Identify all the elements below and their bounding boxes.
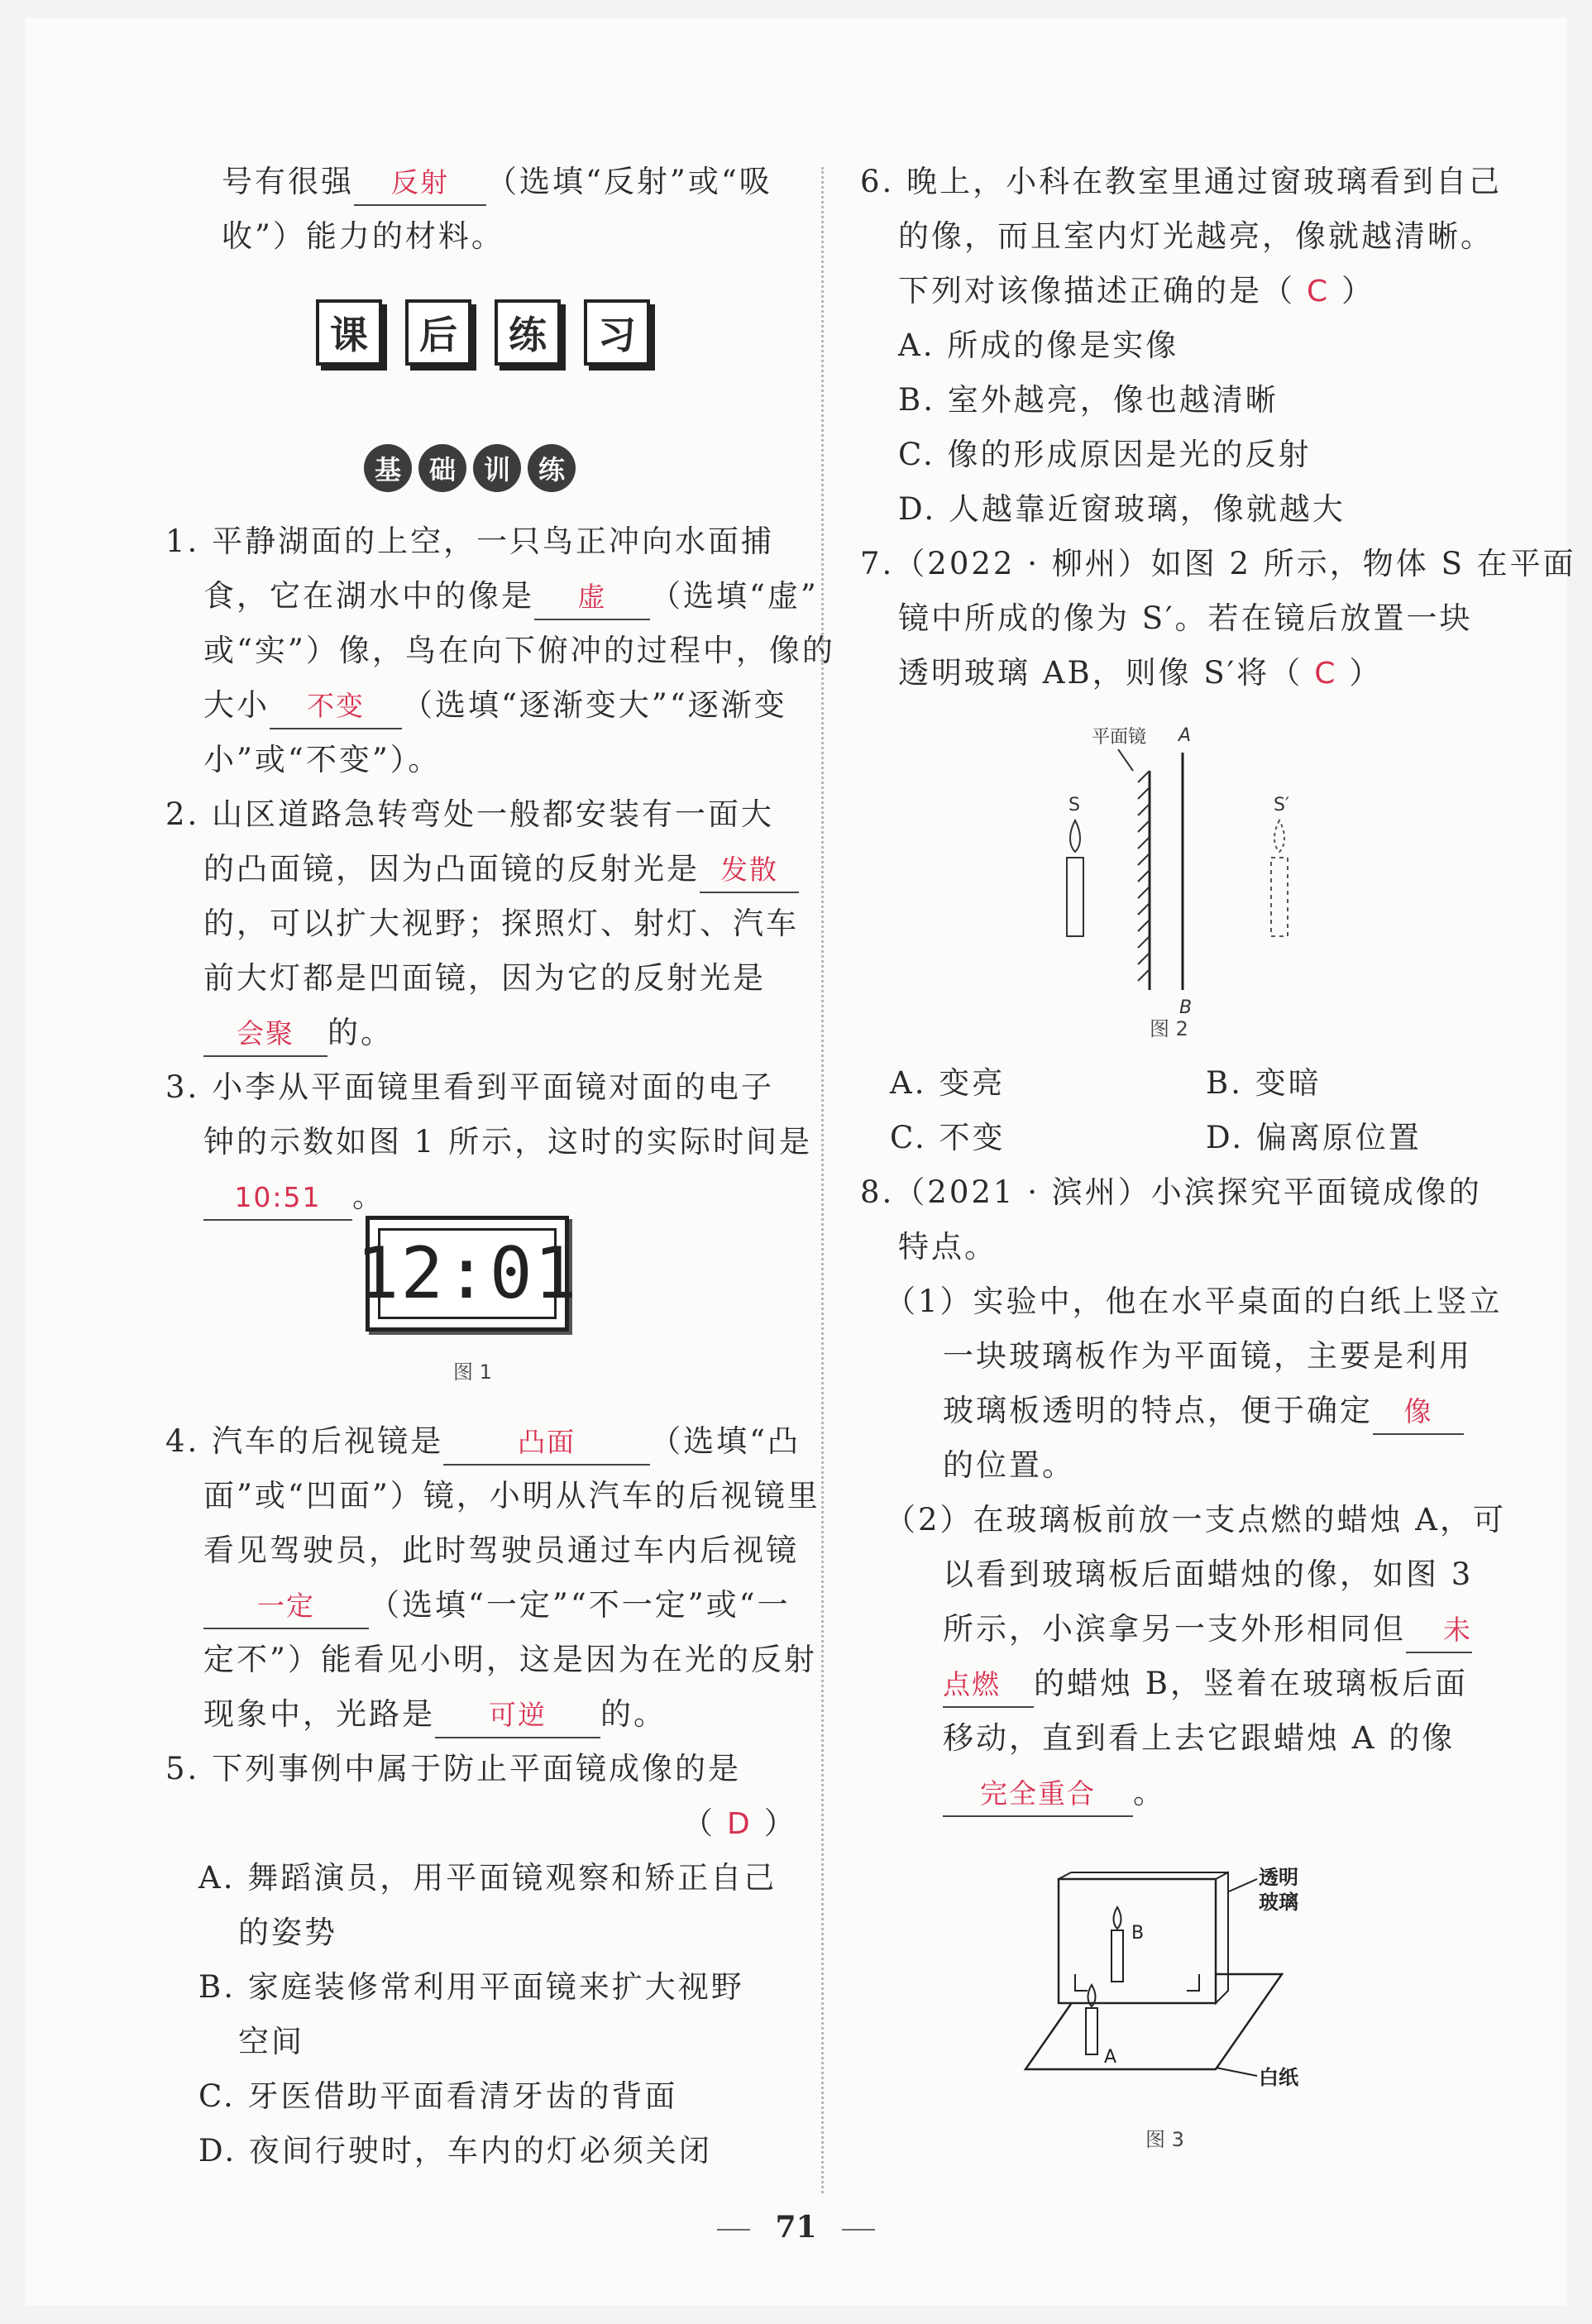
label-B: B [1131, 1923, 1145, 1944]
answer-blank: 可逆 [435, 1694, 600, 1738]
text-line: 小”或“不变”）。 [203, 742, 442, 777]
answer-blank: 10:51 [203, 1176, 352, 1221]
column-divider [821, 167, 824, 2193]
mirror-label: 平面镜 [1092, 727, 1147, 748]
label-S: S [1069, 795, 1080, 815]
option-c: C. 牙医借助平面看清牙齿的背面 [198, 2078, 678, 2114]
option-c: C. 像的形成原因是光的反射 [898, 437, 1312, 472]
candle-icon [1067, 820, 1083, 936]
option-b: B. 家庭装修常利用平面镜来扩大视野 [198, 1969, 744, 2005]
option-d: D. 偏离原位置 [1206, 1120, 1422, 1155]
text-line: 的像，而且室内灯光越亮，像就越清晰。 [898, 218, 1494, 254]
text-line: 点燃 的蜡烛 B，竖着在玻璃板后面 [943, 1657, 1468, 1711]
answer-blank: 凸面 [443, 1421, 650, 1466]
answer-paren: （ D ） [682, 1805, 797, 1841]
paper-label: 白纸 [1259, 2066, 1298, 2089]
answer-blank: 点燃 [943, 1663, 1034, 1708]
section-title-char: 课 [316, 299, 382, 366]
answer-blank: 虚 [534, 576, 650, 620]
answer-paren: C [1307, 275, 1331, 308]
text-line: 一块玻璃板作为平面镜，主要是利用 [943, 1338, 1472, 1374]
text-line: 收”）能力的材料。 [222, 218, 504, 254]
answer-blank: 发散 [700, 849, 799, 893]
option-b: B. 室外越亮，像也越清晰 [898, 382, 1279, 418]
text-line: 一定 （选填“一定”“不一定”或“一 [203, 1578, 791, 1633]
option-b: B. 变暗 [1206, 1065, 1322, 1101]
figure-2-caption: 图 2 [1150, 1017, 1188, 1040]
answer-blank: 未 [1406, 1609, 1472, 1653]
option-a: A. 舞蹈演员，用平面镜观察和矫正自己 [198, 1860, 777, 1896]
sub-title-char: 基 [364, 444, 412, 492]
section-title-char: 练 [495, 299, 561, 366]
text-line: 空间 [238, 2024, 304, 2059]
answer-blank: 反射 [354, 161, 486, 206]
label-B: B [1179, 997, 1193, 1018]
glass-label: 透明 [1259, 1866, 1298, 1889]
text-line: 食，它在湖水中的像是 虚 （选填“虚” [203, 569, 819, 624]
text-line: 透明玻璃 AB，则像 S′将（ C ） [898, 655, 1383, 691]
label-S-image: S′ [1274, 795, 1289, 815]
text-line: 的位置。 [943, 1447, 1075, 1483]
text-line: 移动，直到看上去它跟蜡烛 A 的像 [943, 1720, 1456, 1756]
answer-blank: 像 [1373, 1390, 1464, 1435]
label-A: A [1178, 725, 1192, 746]
sub-title-char: 练 [528, 444, 576, 492]
text-line: 号有很强 反射 （选填“反射”或“吸 [222, 155, 772, 209]
section-title-char: 后 [405, 299, 471, 366]
text-line: 镜中所成的像为 S′。若在镜后放置一块 [898, 600, 1473, 636]
option-a: A. 所成的像是实像 [898, 328, 1179, 363]
text-line: 以看到玻璃板后面蜡烛的像，如图 3 [943, 1557, 1474, 1592]
text-line: 或“实”）像，鸟在向下俯冲的过程中，像的 [203, 633, 835, 668]
text-line: 定不”）能看见小明，这是因为在光的反射 [203, 1642, 817, 1677]
text-line: 面”或“凹面”）镜，小明从汽车的后视镜里 [203, 1478, 820, 1513]
label-A: A [1104, 2047, 1117, 2068]
text-line: 玻璃板透明的特点，便于确定 像 [943, 1384, 1464, 1438]
question-8: 8.（2021 · 滨州）小滨探究平面镜成像的 [860, 1174, 1482, 1210]
candle-image-icon [1271, 820, 1288, 936]
question-7: 7.（2022 · 柳州）如图 2 所示，物体 S 在平面 [860, 546, 1576, 581]
section-title [316, 299, 650, 366]
answer-blank: 会聚 [203, 1012, 327, 1057]
text-line: 下列对该像描述正确的是（ C ） [898, 273, 1375, 308]
text-line: 前大灯都是凹面镜，因为它的反射光是 [203, 960, 766, 996]
clock-display: 12:01 [378, 1228, 557, 1319]
question-6: 6. 晚上，小科在教室里通过窗玻璃看到自己 [860, 164, 1503, 199]
text-line: 的，可以扩大视野；探照灯、射灯、汽车 [203, 906, 799, 941]
sub-title-char: 训 [473, 444, 521, 492]
text-line: 现象中，光路是 可逆 的。 [203, 1687, 667, 1742]
text-line: 特点。 [898, 1229, 997, 1265]
sub-title-char: 础 [418, 444, 466, 492]
option-a: A. 变亮 [890, 1065, 1006, 1101]
text-line: 的姿势 [238, 1915, 337, 1950]
question-5: 5. 下列事例中属于防止平面镜成像的是 [165, 1751, 742, 1786]
text-line: 会聚 的。 [203, 1006, 394, 1060]
question-3: 3. 小李从平面镜里看到平面镜对面的电子 [165, 1069, 775, 1105]
figure-2-mirror-diagram [1025, 713, 1307, 1019]
glass-label: 玻璃 [1259, 1891, 1298, 1914]
text-line: 看见驾驶员，此时驾驶员通过车内后视镜 [203, 1533, 799, 1568]
figure-3-experiment-diagram [1009, 1854, 1373, 2094]
text-line: 的凸面镜，因为凸面镜的反射光是 发散 [203, 842, 799, 897]
question-4: 4. 汽车的后视镜是 凸面 （选填“凸 [165, 1414, 801, 1469]
text-line: 大小 不变 （选填“逐渐变大”“逐渐变 [203, 678, 787, 733]
text-line: （1）实验中，他在水平桌面的白纸上竖立 [885, 1284, 1503, 1319]
sub-title [364, 444, 576, 492]
section-title-char: 习 [584, 299, 650, 366]
text-line: 所示，小滨拿另一支外形相同但 未 [943, 1602, 1472, 1657]
figure-1-caption: 图 1 [453, 1360, 492, 1384]
answer-blank: 不变 [270, 685, 402, 729]
figure-3-caption: 图 3 [1145, 2128, 1184, 2151]
page-number: 71 [25, 2210, 1567, 2245]
digital-clock-figure [356, 1216, 579, 1332]
option-d: D. 人越靠近窗玻璃，像就越大 [898, 491, 1346, 527]
option-d: D. 夜间行驶时，车内的灯必须关闭 [198, 2133, 712, 2169]
text-line: 完全重合 。 [943, 1766, 1166, 1820]
text-line: （2）在玻璃板前放一支点燃的蜡烛 A，可 [885, 1502, 1507, 1537]
question-2: 2. 山区道路急转弯处一般都安装有一面大 [165, 796, 775, 832]
workbook-page [25, 18, 1576, 2306]
question-1: 1. 平静湖面的上空，一只鸟正冲向水面捕 [165, 524, 775, 559]
option-c: C. 不变 [890, 1120, 1006, 1155]
text-line: 10:51 。 [203, 1169, 385, 1224]
answer-blank: 一定 [203, 1585, 369, 1629]
answer-paren: C [1314, 657, 1338, 691]
text-line: 钟的示数如图 1 所示，这时的实际时间是 [203, 1124, 813, 1160]
answer-blank: 完全重合 [943, 1772, 1133, 1817]
